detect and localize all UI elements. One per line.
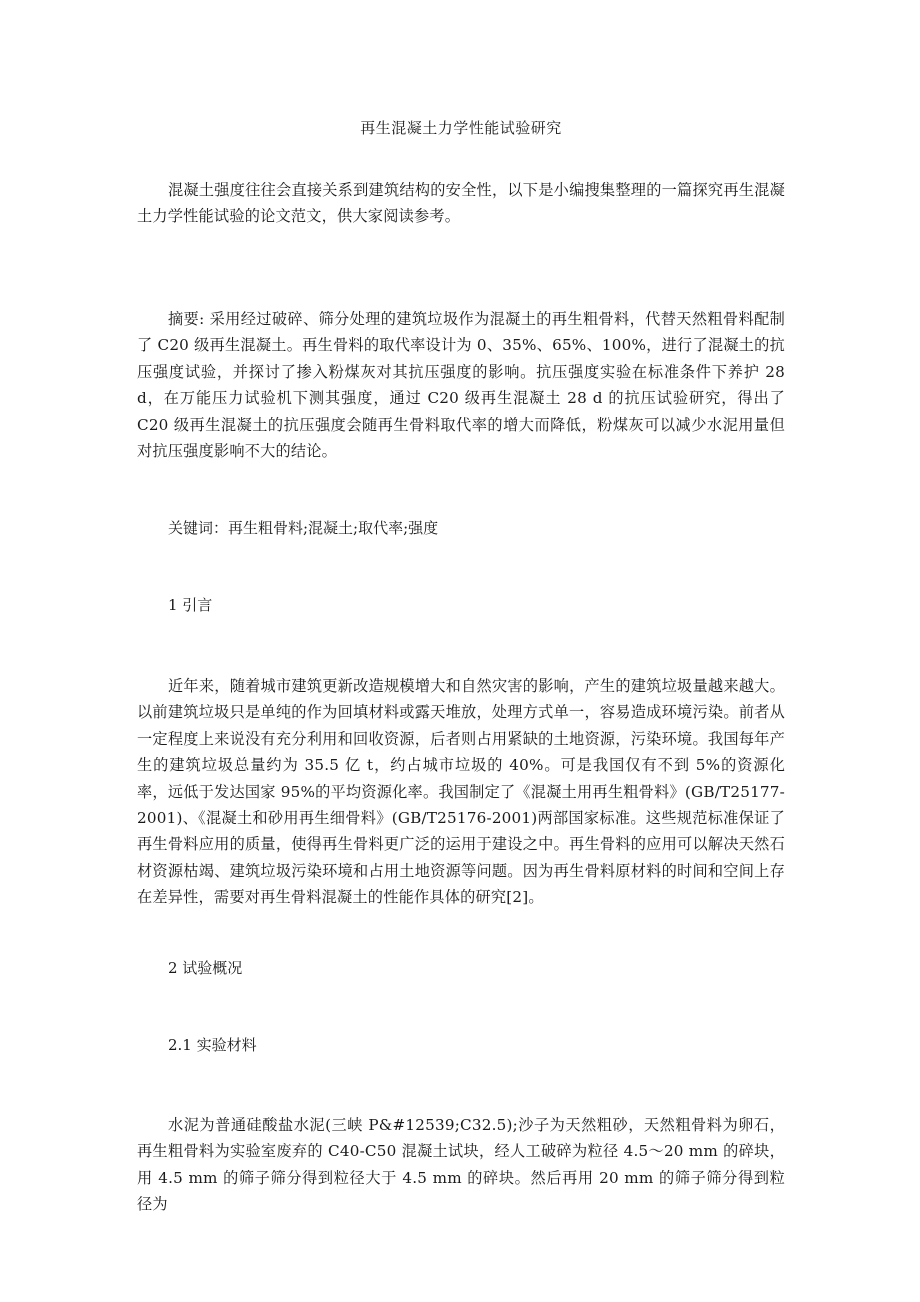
section-body-materials: 水泥为普通硅酸盐水泥(三峡 P&#12539;C32.5);沙子为天然粗砂，天然粗骨料为卵石，再生粗骨料为实验室废弃的 C40-C50 混凝土试块，经人工破碎为粒径 4.5～20 mm 的碎块，用 4.5 mm 的筛子筛分得到粒径大于 4.5 mm 的碎块。然后再用 20 mm 的筛子筛分得到粒径为 <box>137 1116 785 1214</box>
document-title: 再生混凝土力学性能试验研究 <box>360 119 562 137</box>
intro-paragraph: 混凝土强度往往会直接关系到建筑结构的安全性，以下是小编搜集整理的一篇探究再生混凝土力学性能试验的论文范文，供大家阅读参考。 <box>137 181 785 226</box>
abstract-paragraph: 摘要: 采用经过破碎、筛分处理的建筑垃圾作为混凝土的再生粗骨料，代替天然粗骨料配制了 C20 级再生混凝土。再生骨料的取代率设计为 0、35%、65%、100%，进行了混凝土的抗压强度试验，并探讨了掺入粉煤灰对其抗压强度的影响。抗压强度实验在标准条件下养护 28 d，在万能压力试验机下测其强度，通过 C20 级再生混凝土 28 d 的抗压试验研究，得出了 C20 级再生混凝土的抗压强度会随再生骨料取代率的增大而降低，粉煤灰可以减少水泥用量但对抗压强度影响不大的结论。 <box>137 310 785 461</box>
section-heading-test-overview: 2 试验概况 <box>168 959 243 977</box>
section-heading-introduction: 1 引言 <box>168 596 213 614</box>
section-heading-materials: 2.1 实验材料 <box>168 1036 257 1054</box>
keywords-line: 关键词：再生粗骨料;混凝土;取代率;强度 <box>168 519 439 537</box>
section-body-introduction: 近年来，随着城市建筑更新改造规模增大和自然灾害的影响，产生的建筑垃圾量越来越大。以前建筑垃圾只是单纯的作为回填材料或露天堆放，处理方式单一，容易造成环境污染。前者从一定程度上来说没有充分利用和回收资源，后者则占用紧缺的土地资源，污染环境。我国每年产生的建筑垃圾总量约为 35.5 亿 t，约占城市垃圾的 40%。可是我国仅有不到 5%的资源化率，远低于发达国家 95%的平均资源化率。我国制定了《混凝土用再生粗骨料》(GB/T25177-2001)、《混凝土和砂用再生细骨料》(GB/T25176-2001)两部国家标准。这些规范标准保证了再生骨料应用的质量，使得再生骨料更广泛的运用于建设之中。再生骨料的应用可以解决天然石材资源枯竭、建筑垃圾污染环境和占用土地资源等问题。因为再生骨料原材料的时间和空间上存在差异性，需要对再生骨料混凝土的性能作具体的研究[2]。 <box>137 677 785 907</box>
